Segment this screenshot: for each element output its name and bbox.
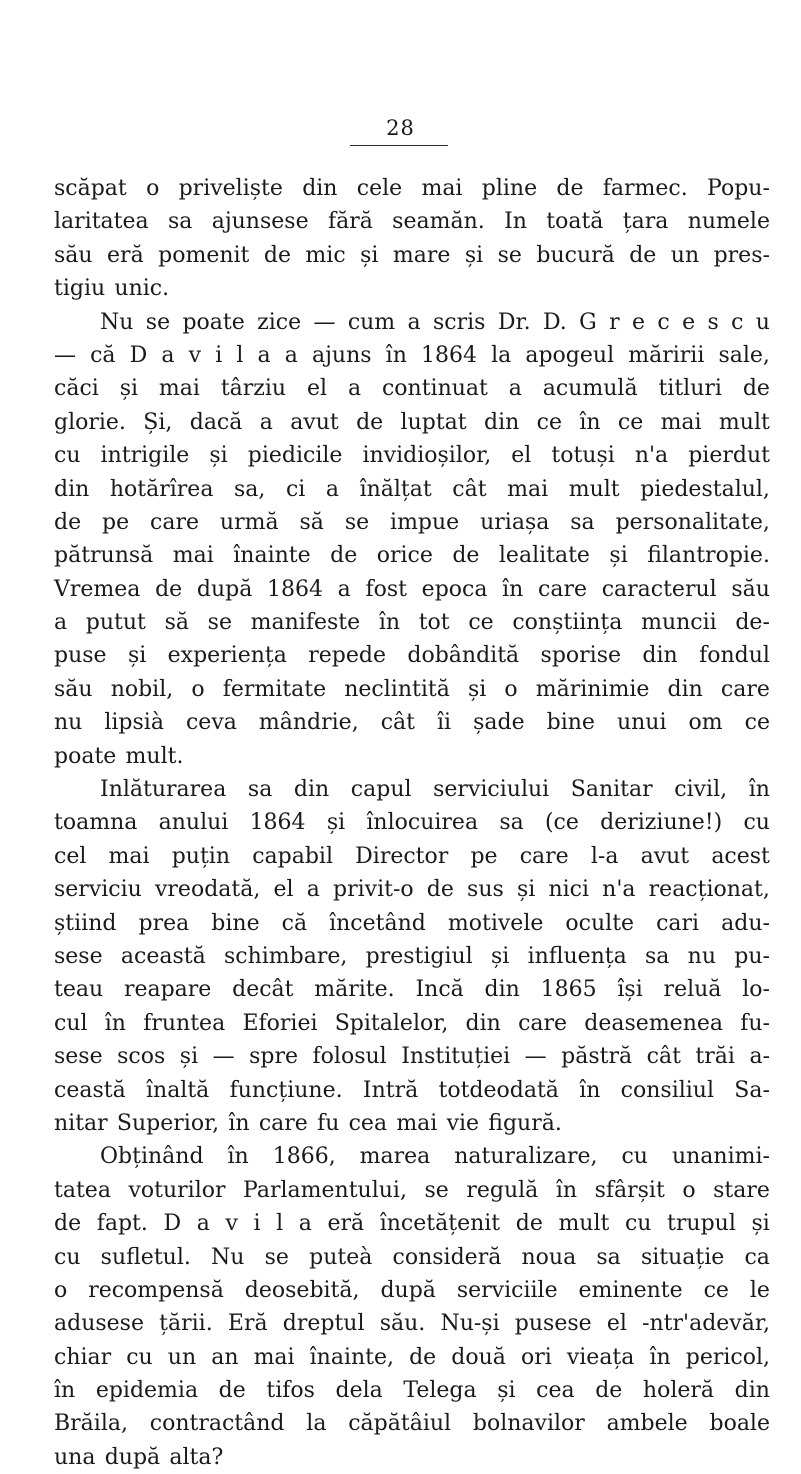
text-line: laritatea sa ajunsese fără seamăn. In toată țara numele xyxy=(54,209,770,235)
body-text xyxy=(54,172,770,1474)
text-line: poate mult. xyxy=(54,743,184,769)
text-line: Obținând în 1866, marea naturalizare, cu unanimi- xyxy=(100,1144,770,1170)
text-line: cel mai puțin capabil Director pe care l-a avut acest xyxy=(54,843,770,869)
text-line: cu intrigile și piedicile invidioșilor, el totuși n'a pierdut xyxy=(54,443,770,469)
text-line: Brăila, contractând la căpătâiul bolnavilor ambele boale xyxy=(54,1411,770,1437)
text-line: ceastă înaltă funcțiune. Intră totdeodată în consiliul Sa- xyxy=(54,1077,770,1103)
text-line: chiar cu un an mai înainte, de două ori vieața în pericol, xyxy=(54,1344,770,1370)
text-line: glorie. Și, dacă a avut de luptat din ce în ce mai mult xyxy=(54,409,770,435)
text-line: din hotărîrea sa, ci a înălțat cât mai mult piedestalul, xyxy=(54,476,770,502)
text-line: teau reapare decât mărite. Incă din 1865 își reluă lo- xyxy=(54,977,770,1003)
page-number: 28 xyxy=(386,116,415,140)
text-line: Nu se poate zice — cum a scris Dr. D. G r e c e s c u xyxy=(100,309,770,335)
text-line: sese scos și — spre folosul Instituției — păstră cât trăi a- xyxy=(54,1044,770,1070)
text-line: său nobil, o fermitate neclintită și o mărinimie din care xyxy=(54,676,770,702)
text-line: Inlăturarea sa din capul serviciului Sanitar civil, în xyxy=(100,777,770,803)
text-line: nu lipsià ceva mândrie, cât îi șade bine unui om ce xyxy=(54,710,770,736)
text-line: scăpat o priveliște din cele mai pline de farmec. Popu- xyxy=(54,176,770,201)
text-line: serviciu vreodată, el a privit-o de sus și nici n'a reacționat, xyxy=(54,877,770,903)
text-line: puse și experiența repede dobândită sporise din fondul xyxy=(54,643,770,669)
text-line: nitar Superior, în care fu cea mai vie figură. xyxy=(54,1110,562,1136)
text-line: cu sufletul. Nu se puteà consideră noua sa situație ca xyxy=(54,1244,770,1270)
text-line: căci și mai târziu el a continuat a acumulă titluri de xyxy=(54,376,770,402)
page-number-rule xyxy=(350,145,448,146)
text-line: sese această schimbare, prestigiul și influența sa nu pu- xyxy=(54,943,770,969)
text-line: o recompensă deosebită, după serviciile eminente ce le xyxy=(54,1277,770,1303)
text-line: tigiu unic. xyxy=(54,276,170,302)
text-line: toamna anului 1864 și înlocuirea sa (ce deriziune!) cu xyxy=(54,810,770,836)
text-line: său eră pomenit de mic și mare și se bucură de un pres- xyxy=(54,242,770,268)
text-line: a putut să se manifeste în tot ce conștiința muncii de- xyxy=(54,610,770,636)
text-line: pătrunsă mai înainte de orice de lealitate și filantropie. xyxy=(54,543,770,569)
text-line: Vremea de după 1864 a fost epoca în care caracterul său xyxy=(54,576,770,602)
text-line: una după alta? xyxy=(54,1444,224,1470)
text-line: cul în fruntea Eforiei Spitalelor, din care deasemenea fu- xyxy=(54,1010,770,1036)
text-line: tatea voturilor Parlamentului, se regulă în sfârșit o stare xyxy=(54,1177,770,1203)
text-line: adusese țării. Eră dreptul său. Nu-și pusese el -ntr'adevăr, xyxy=(54,1311,770,1337)
text-line: știind prea bine că încetând motivele oculte cari adu- xyxy=(54,910,770,936)
text-line: de fapt. D a v i l a eră încetățenit de mult cu trupul și xyxy=(54,1211,770,1237)
text-line: — că D a v i l a a ajuns în 1864 la apogeul măririi sale, xyxy=(54,342,770,368)
text-line: în epidemia de tifos dela Telega și cea de holeră din xyxy=(54,1378,770,1404)
text-line: de pe care urmă să se impue uriașa sa personalitate, xyxy=(54,509,770,535)
